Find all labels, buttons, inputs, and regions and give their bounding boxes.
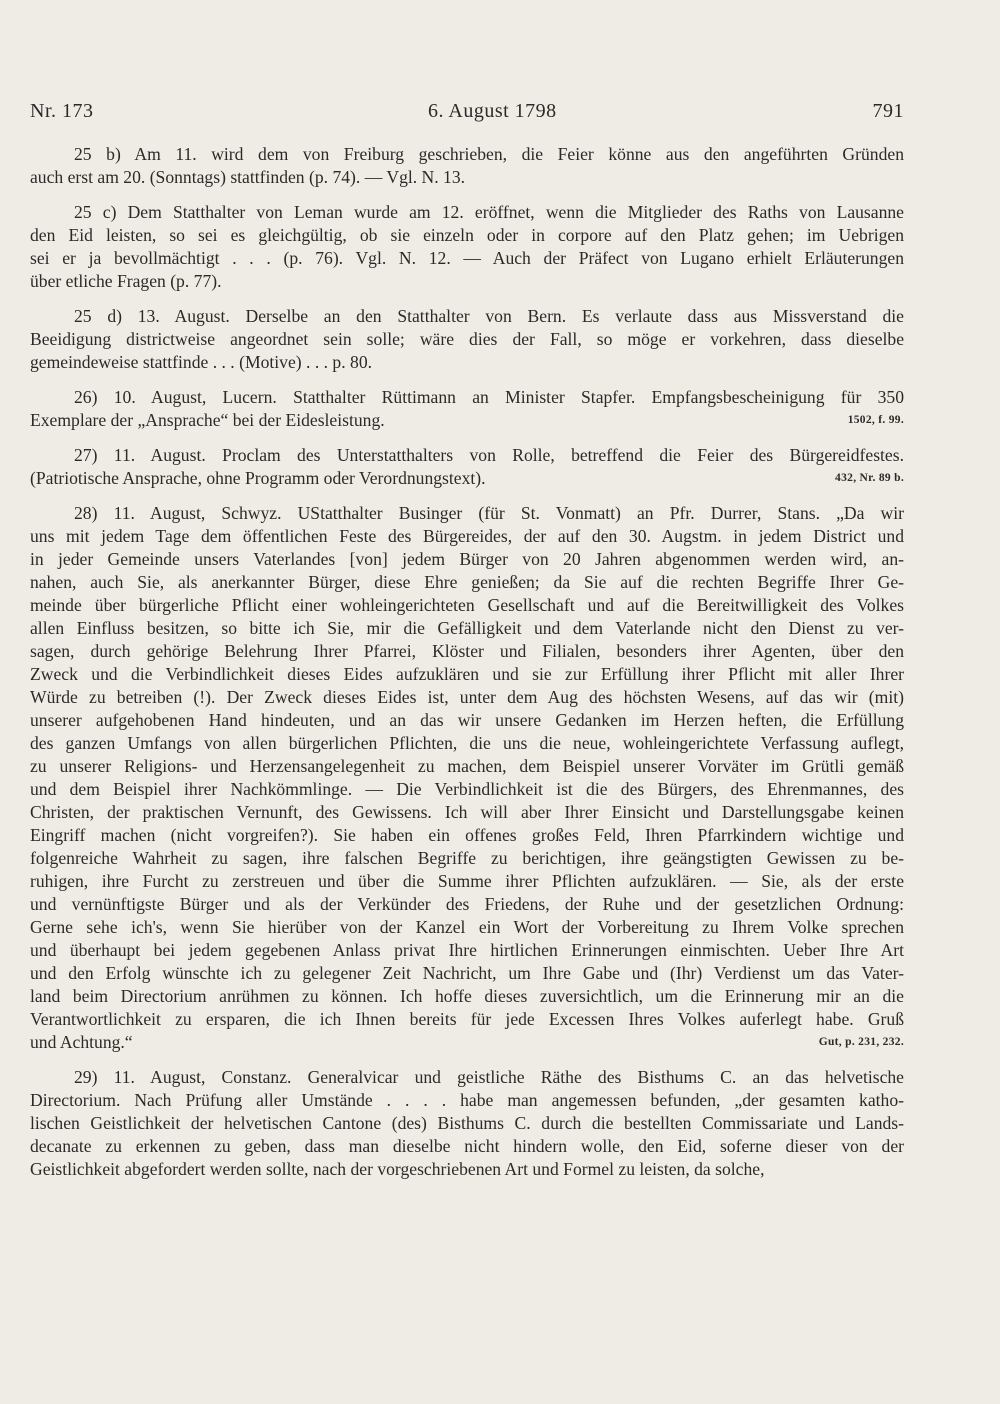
- entry-line: in jeder Gemeinde unsers Vaterlandes [von] jedem Bürger von 20 Jahren abgenommen werden wird, an-: [30, 549, 904, 569]
- entry-line: 25 c) Dem Statthalter von Leman wurde am 12. eröffnet, wenn die Mitglieder des Raths von Lausanne: [74, 202, 904, 222]
- entry-28: [30, 502, 904, 1054]
- entry-line: über etliche Fragen (p. 77).: [30, 271, 222, 291]
- entry-line: sagen, durch gehörige Belehrung Ihrer Pfarrei, Klöster und Filialen, besonders ihrer Agenten, über den: [30, 641, 904, 661]
- entry-line: 28) 11. August, Schwyz. UStatthalter Businger (für St. Vonmatt) an Pfr. Durrer, Stans. „Da wir: [74, 503, 904, 523]
- entry-line: und vernünftigste Bürger und als der Verkünder des Friedens, der Ruhe und der gesetzlichen Ordnung:: [30, 894, 904, 914]
- entry-line: [30, 409, 904, 432]
- entry-line: land beim Directorium anrühmen zu können. Ich hoffe dieses zuversichtlich, um die Erinnerung mir an die: [30, 986, 904, 1006]
- archive-reference: Gut, p. 231, 232.: [818, 1036, 904, 1048]
- entry-line: und dem Beispiel ihrer Nachkömmlinge. — Die Verbindlichkeit ist die des Bürgers, des Ehrenmannes, des: [30, 779, 904, 799]
- entry-29: [30, 1066, 904, 1181]
- page-number: 791: [872, 100, 904, 122]
- entry-line-text: Exemplare der „Ansprache“ bei der Eidesleistung.: [30, 410, 385, 430]
- entry-line: und den Erfolg wünschte ich zu gelegener Zeit Nachricht, um Ihre Gabe und (Ihr) Verdienst um das Vater-: [30, 963, 904, 983]
- entry-line: Beeidigung districtweise angeordnet sein solle; wäre dies der Fall, so möge er vorkehren, dass dieselbe: [30, 329, 904, 349]
- entry-line: sei er ja bevollmächtigt . . . (p. 76). Vgl. N. 12. — Auch der Präfect von Lugano erhielt Erläuterungen: [30, 248, 904, 268]
- entry-line: 27) 11. August. Proclam des Unterstatthalters von Rolle, betreffend die Feier des Bürgereidfestes.: [74, 445, 904, 465]
- entry-line: Verantwortlichkeit zu ersparen, die ich Ihnen bereits für jede Excessen Ihres Volkes auferlegt habe. Gruß: [30, 1009, 904, 1029]
- entry-line: Directorium. Nach Prüfung aller Umstände . . . . habe man angemessen befunden, „der gesamten katho-: [30, 1090, 904, 1110]
- entry-25c: [30, 201, 904, 293]
- entry-line: [30, 1031, 904, 1054]
- entry-line: ruhigen, ihre Furcht zu zerstreuen und über die Summe ihrer Pflichten aufzuklären. — Sie, als der erste: [30, 871, 904, 891]
- entry-line: folgenreiche Wahrheit zu sagen, ihre falschen Begriffe zu berichtigen, ihre geängstigten Gewissen zu be-: [30, 848, 904, 868]
- entry-line: Christen, der praktischen Vernunft, des Gewissens. Ich will aber Ihrer Einsicht und Darstellungsgabe keinen: [30, 802, 904, 822]
- entry-line: Geistlichkeit abgefordert werden sollte, nach der vorgeschriebenen Art und Formel zu leisten, da solche,: [30, 1159, 765, 1179]
- header-date: 6. August 1798: [428, 100, 557, 122]
- entry-27: [30, 444, 904, 490]
- archive-reference: 1502, f. 99.: [847, 414, 904, 426]
- entry-line: 26) 10. August, Lucern. Statthalter Rüttimann an Minister Stapfer. Empfangsbescheinigung für 350: [74, 387, 904, 407]
- archive-reference: 432, Nr. 89 b.: [835, 472, 904, 484]
- entry-line: gemeindeweise stattfinde . . . (Motive) . . . p. 80.: [30, 352, 373, 372]
- entry-25b: [30, 143, 904, 189]
- entry-line: unserer aufgehobenen Hand hindeuten, und an das wir unsere Gedanken im Herzen heften, die Erfüllung: [30, 710, 904, 730]
- entry-line: allen Einfluss besitzen, so bitte ich Sie, mir die Gefälligkeit und dem Vaterlande nicht den Dienst zu ver-: [30, 618, 904, 638]
- entry-line: lischen Geistlichkeit der helvetischen Cantone (des) Bisthums C. durch die bestellten Commissariate und Lands-: [30, 1113, 904, 1133]
- entry-line: [30, 467, 904, 490]
- entry-line: meinde über bürgerliche Pflicht einer wohleingerichteten Gesellschaft und auf die Bereitwilligkeit des Volkes: [30, 595, 904, 615]
- document-body: [30, 143, 904, 1193]
- entry-line: Würde zu betreiben (!). Der Zweck dieses Eides ist, unter dem Aug des höchsten Wesens, auf das wir (mit): [30, 687, 904, 707]
- entry-line: Eingriff machen (nicht vorgreifen?). Sie haben ein offenes großes Feld, Ihren Pfarrkindern wichtige und: [30, 825, 904, 845]
- entry-line: decanate zu erkennen zu geben, dass man dieselbe nicht hindern wolle, den Eid, soferne dieser von der: [30, 1136, 904, 1156]
- entry-line: 29) 11. August, Constanz. Generalvicar und geistliche Räthe des Bisthums C. an das helvetische: [74, 1067, 904, 1087]
- entry-line-text: und Achtung.“: [30, 1032, 133, 1052]
- entry-line-text: (Patriotische Ansprache, ohne Programm oder Verordnungstext).: [30, 468, 486, 488]
- entry-line: 25 b) Am 11. wird dem von Freiburg geschrieben, die Feier könne aus den angeführten Gründen: [74, 144, 904, 164]
- entry-line: auch erst am 20. (Sonntags) stattfinden (p. 74). — Vgl. N. 13.: [30, 167, 466, 187]
- entry-line: 25 d) 13. August. Derselbe an den Statthalter von Bern. Es verlaute dass aus Missverstand die: [74, 306, 904, 326]
- entry-line: zu unserer Religions- und Herzensangelegenheit zu machen, dem Beispiel unserer Vorväter im Grütli gemäß: [30, 756, 904, 776]
- entry-line: nahen, auch Sie, als anerkannter Bürger, diese Ehre genießen; da Sie auf die rechten Begriffe Ihrer Ge-: [30, 572, 904, 592]
- entry-line: uns mit jedem Tage dem öffentlichen Feste des Bürgereides, der auf den 30. Augstm. in jedem District und: [30, 526, 904, 546]
- document-number: Nr. 173: [30, 100, 94, 122]
- entry-line: den Eid leisten, so sei es gleichgültig, ob sie einzeln oder in corpore auf den Platz gehen; im Uebrigen: [30, 225, 904, 245]
- entry-line: und überhaupt bei jedem gegebenen Anlass privat Ihre hirtlichen Erinnerungen einmischten. Ueber Ihre Art: [30, 940, 904, 960]
- entry-line: des ganzen Umfangs von allen bürgerlichen Pflichten, die uns die neue, wohleingerichtete Verfassung auflegt,: [30, 733, 904, 753]
- entry-26: [30, 386, 904, 432]
- entry-line: Zweck und die Verbindlichkeit dieses Eides aufzuklären und sie zur Erfüllung ihrer Pflicht mit aller Ihrer: [30, 664, 904, 684]
- entry-line: Gerne sehe ich's, wenn Sie hierüber von der Kanzel ein Wort der Vorbereitung zu Ihrem Volke sprechen: [30, 917, 904, 937]
- entry-25d: [30, 305, 904, 374]
